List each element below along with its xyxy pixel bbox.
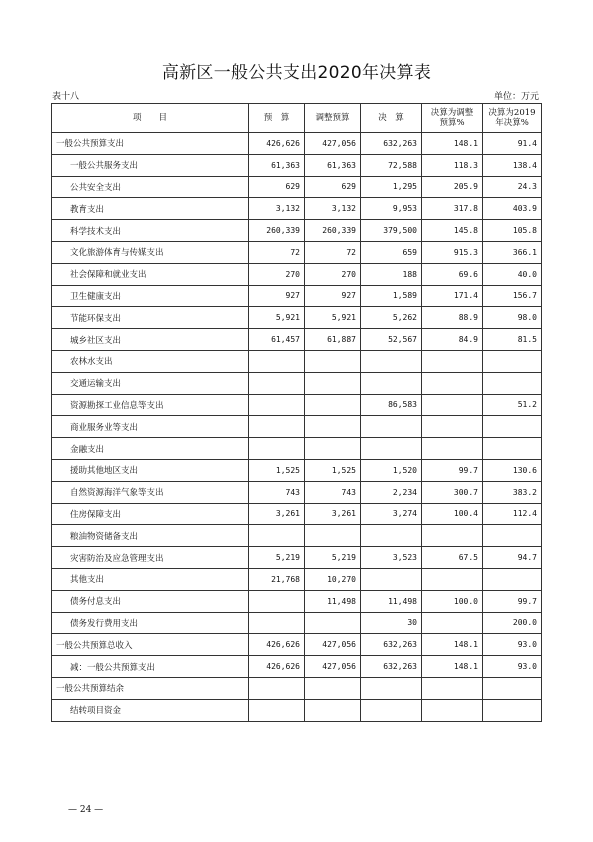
table-row [52,329,542,351]
cell-budget: 5,219 [249,547,305,569]
cell-name: 结转项目资金 [52,699,249,721]
cell-pct-adj: 88.9 [422,307,483,329]
cell-pct-adj: 69.6 [422,263,483,285]
table-row [52,263,542,285]
cell-name: 城乡社区支出 [52,329,249,351]
cell-final [361,699,422,721]
table-row [52,154,542,176]
header-pct-of-adjusted [422,104,483,133]
table-row [52,394,542,416]
cell-pct-2019 [483,525,542,547]
cell-final: 379,500 [361,220,422,242]
cell-pct-2019: 24.3 [483,176,542,198]
cell-pct-adj: 145.8 [422,220,483,242]
cell-budget: 61,457 [249,329,305,351]
cell-name: 住房保障支出 [52,503,249,525]
cell-budget [249,677,305,699]
cell-pct-adj [422,394,483,416]
cell-adjusted: 11,498 [305,590,361,612]
cell-pct-2019: 112.4 [483,503,542,525]
cell-pct-2019: 403.9 [483,198,542,220]
cell-name: 一般公共服务支出 [52,154,249,176]
cell-name: 金融支出 [52,438,249,460]
cell-name: 文化旅游体育与传媒支出 [52,241,249,263]
cell-name: 交通运输支出 [52,372,249,394]
cell-final [361,525,422,547]
cell-budget [249,699,305,721]
cell-pct-adj: 148.1 [422,133,483,155]
cell-name: 节能环保支出 [52,307,249,329]
cell-final: 188 [361,263,422,285]
header-pct-of-2019-line1: 决算为2019 [488,108,536,118]
cell-pct-adj [422,525,483,547]
cell-final: 30 [361,612,422,634]
cell-final: 2,234 [361,481,422,503]
header-pct-of-2019-line2: 年决算% [495,118,529,128]
cell-budget [249,350,305,372]
cell-pct-2019: 94.7 [483,547,542,569]
expenditure-table [51,103,542,722]
cell-budget [249,416,305,438]
cell-budget [249,394,305,416]
cell-pct-adj [422,612,483,634]
cell-adjusted: 427,056 [305,656,361,678]
cell-pct-2019: 98.0 [483,307,542,329]
cell-name: 债务发行费用支出 [52,612,249,634]
cell-pct-adj: 148.1 [422,656,483,678]
cell-final: 5,262 [361,307,422,329]
page-title: 高新区一般公共支出2020年决算表 [161,63,432,83]
cell-name: 援助其他地区支出 [52,459,249,481]
cell-final: 1,520 [361,459,422,481]
cell-pct-adj: 100.4 [422,503,483,525]
cell-adjusted [305,372,361,394]
cell-final: 632,263 [361,133,422,155]
table-row [52,285,542,307]
table-row [52,350,542,372]
cell-pct-2019 [483,416,542,438]
cell-budget [249,372,305,394]
cell-final: 632,263 [361,656,422,678]
cell-pct-adj [422,568,483,590]
header-pct-of-adjusted-line1: 决算为调整 [430,108,474,118]
cell-adjusted: 1,525 [305,459,361,481]
cell-pct-2019: 383.2 [483,481,542,503]
cell-adjusted: 5,921 [305,307,361,329]
cell-pct-adj [422,699,483,721]
table-row [52,416,542,438]
cell-budget: 927 [249,285,305,307]
cell-pct-adj: 317.8 [422,198,483,220]
cell-pct-2019 [483,677,542,699]
cell-name: 减：一般公共预算支出 [52,656,249,678]
cell-budget: 270 [249,263,305,285]
table-row [52,198,542,220]
cell-budget: 72 [249,241,305,263]
cell-budget [249,612,305,634]
cell-final [361,416,422,438]
cell-final: 1,295 [361,176,422,198]
cell-pct-2019 [483,372,542,394]
cell-pct-adj: 915.3 [422,241,483,263]
header-adjusted-budget: 调整预算 [305,104,361,133]
header-item: 项 目 [52,104,249,133]
cell-final [361,677,422,699]
cell-final [361,350,422,372]
cell-adjusted [305,677,361,699]
cell-final: 632,263 [361,634,422,656]
header-pct-of-2019 [483,104,542,133]
cell-budget: 426,626 [249,656,305,678]
cell-budget: 629 [249,176,305,198]
table-row [52,220,542,242]
cell-budget: 743 [249,481,305,503]
cell-final: 52,567 [361,329,422,351]
cell-name: 资源勘探工业信息等支出 [52,394,249,416]
cell-budget: 3,261 [249,503,305,525]
cell-pct-adj: 100.0 [422,590,483,612]
cell-pct-2019: 366.1 [483,241,542,263]
cell-pct-2019 [483,699,542,721]
cell-adjusted: 61,887 [305,329,361,351]
table-row [52,525,542,547]
table-row [52,241,542,263]
cell-pct-2019: 130.6 [483,459,542,481]
table-row [52,656,542,678]
table-row [52,568,542,590]
cell-name: 一般公共预算支出 [52,133,249,155]
cell-budget: 426,626 [249,634,305,656]
cell-name: 债务付息支出 [52,590,249,612]
header-budget: 预 算 [249,104,305,133]
table-row [52,438,542,460]
cell-name: 一般公共预算总收入 [52,634,249,656]
cell-name: 粮油物资储备支出 [52,525,249,547]
table-row [52,307,542,329]
cell-pct-2019: 93.0 [483,656,542,678]
table-body [52,133,542,722]
cell-budget: 260,339 [249,220,305,242]
cell-pct-adj [422,372,483,394]
cell-pct-2019: 51.2 [483,394,542,416]
cell-adjusted: 61,363 [305,154,361,176]
cell-name: 教育支出 [52,198,249,220]
cell-final: 3,523 [361,547,422,569]
cell-adjusted [305,612,361,634]
cell-adjusted: 427,056 [305,133,361,155]
cell-adjusted: 5,219 [305,547,361,569]
cell-pct-adj [422,677,483,699]
cell-final [361,568,422,590]
cell-final: 72,588 [361,154,422,176]
header-pct-of-adjusted-line2: 预算% [439,118,465,128]
cell-adjusted: 3,132 [305,198,361,220]
cell-budget: 426,626 [249,133,305,155]
cell-name: 一般公共预算结余 [52,677,249,699]
cell-adjusted: 427,056 [305,634,361,656]
cell-pct-2019 [483,568,542,590]
table-row [52,459,542,481]
cell-adjusted: 10,270 [305,568,361,590]
cell-pct-adj: 67.5 [422,547,483,569]
cell-pct-2019: 156.7 [483,285,542,307]
table-row [52,590,542,612]
table-row [52,133,542,155]
cell-name: 科学技术支出 [52,220,249,242]
cell-budget [249,438,305,460]
table-row [52,372,542,394]
cell-adjusted: 3,261 [305,503,361,525]
header-row [52,104,542,133]
cell-pct-2019 [483,350,542,372]
cell-pct-2019: 200.0 [483,612,542,634]
cell-pct-adj: 99.7 [422,459,483,481]
cell-pct-adj [422,438,483,460]
cell-pct-adj [422,416,483,438]
cell-budget [249,525,305,547]
cell-adjusted [305,699,361,721]
cell-pct-2019: 105.8 [483,220,542,242]
table-row [52,176,542,198]
cell-budget: 1,525 [249,459,305,481]
cell-pct-adj: 171.4 [422,285,483,307]
cell-pct-2019: 99.7 [483,590,542,612]
table-row [52,547,542,569]
cell-adjusted: 629 [305,176,361,198]
cell-adjusted: 72 [305,241,361,263]
cell-budget: 5,921 [249,307,305,329]
cell-pct-adj: 205.9 [422,176,483,198]
cell-pct-adj: 118.3 [422,154,483,176]
table-row [52,503,542,525]
cell-final: 3,274 [361,503,422,525]
cell-pct-2019 [483,438,542,460]
header-final-accounts: 决 算 [361,104,422,133]
unit-label: 单位：万元 [493,92,539,102]
cell-final: 11,498 [361,590,422,612]
cell-name: 社会保障和就业支出 [52,263,249,285]
table-row [52,481,542,503]
cell-budget [249,590,305,612]
cell-final [361,438,422,460]
cell-adjusted: 260,339 [305,220,361,242]
cell-final: 659 [361,241,422,263]
cell-adjusted: 743 [305,481,361,503]
cell-final: 86,583 [361,394,422,416]
table-row [52,612,542,634]
table-row [52,677,542,699]
cell-final: 9,953 [361,198,422,220]
cell-pct-2019: 93.0 [483,634,542,656]
cell-pct-2019: 91.4 [483,133,542,155]
cell-pct-adj: 148.1 [422,634,483,656]
cell-pct-2019: 81.5 [483,329,542,351]
cell-name: 商业服务业等支出 [52,416,249,438]
cell-budget: 21,768 [249,568,305,590]
cell-name: 自然资源海洋气象等支出 [52,481,249,503]
table-number: 表十八 [52,92,80,102]
cell-name: 农林水支出 [52,350,249,372]
page-number: — 24 — [68,805,104,815]
cell-pct-2019: 138.4 [483,154,542,176]
cell-pct-2019: 40.0 [483,263,542,285]
cell-pct-adj: 300.7 [422,481,483,503]
table-row [52,699,542,721]
cell-name: 公共安全支出 [52,176,249,198]
cell-pct-adj [422,350,483,372]
cell-adjusted [305,416,361,438]
cell-name: 卫生健康支出 [52,285,249,307]
cell-adjusted: 270 [305,263,361,285]
cell-name: 其他支出 [52,568,249,590]
cell-pct-adj: 84.9 [422,329,483,351]
table-row [52,634,542,656]
cell-final [361,372,422,394]
cell-adjusted: 927 [305,285,361,307]
cell-adjusted [305,438,361,460]
cell-budget: 61,363 [249,154,305,176]
cell-adjusted [305,525,361,547]
cell-final: 1,589 [361,285,422,307]
cell-name: 灾害防治及应急管理支出 [52,547,249,569]
cell-adjusted [305,394,361,416]
cell-adjusted [305,350,361,372]
cell-budget: 3,132 [249,198,305,220]
